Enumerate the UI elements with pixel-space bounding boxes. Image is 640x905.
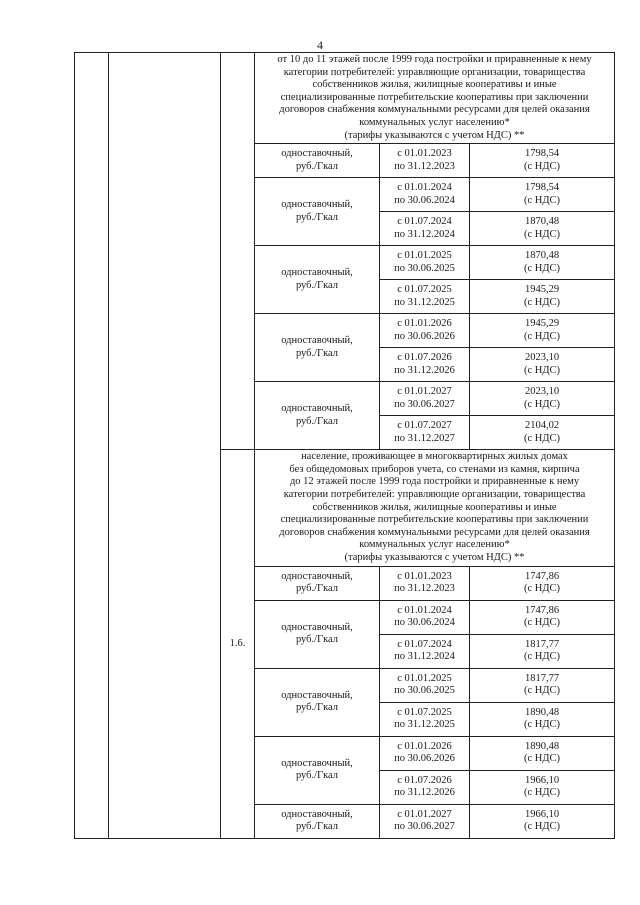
tariff-value [470,348,615,382]
description-line: специализированные потребительские кооперативы при заключении [280,91,589,103]
period-line: по 30.06.2026 [394,330,455,342]
description-line: (тарифы указываются с учетом НДС) ** [344,551,525,563]
tariff-period [380,566,470,600]
description-line: до 12 этажей после 1999 года постройки и приравненные к нему [289,476,580,488]
tariff-value [470,770,615,804]
tariff-period [380,804,470,838]
tariff-unit [255,804,380,838]
tariff-value [470,178,615,212]
value-line: 1817,77 [524,672,560,684]
tariff-period [380,770,470,804]
period-line: по 31.12.2023 [394,583,455,594]
value-line: (с НДС) [523,160,561,172]
period-line: по 31.12.2026 [394,787,455,798]
unit-line: руб./Гкал [295,770,339,781]
period-line: с 01.01.2025 [397,250,452,262]
tariff-value [470,804,615,838]
tariff-value [470,600,615,634]
value-line: (с НДС) [523,228,561,240]
value-line: (с НДС) [523,583,561,594]
value-line: 1890,48 [524,740,560,752]
tariff-period [380,416,470,450]
period-line: с 01.01.2024 [397,182,452,194]
value-line: (с НДС) [523,753,561,764]
section-description [255,450,615,566]
value-line: (с НДС) [523,296,561,308]
tariff-period [380,668,470,702]
period-line: по 31.12.2024 [394,228,455,240]
unit-line: одноставочный, [281,199,353,211]
section-code: 1.6. [221,450,255,838]
unit-line: одноставочный, [281,621,353,633]
description-line: договоров снабжения коммунальными ресурсами для целей оказания [279,104,590,116]
tariff-value [470,314,615,348]
period-line: с 01.01.2023 [397,148,452,160]
section-description-row [75,53,615,144]
tariff-period [380,314,470,348]
tariff-unit [255,246,380,314]
value-line: 1798,54 [524,182,560,194]
tariff-period [380,702,470,736]
value-line: (с НДС) [523,651,561,662]
period-line: по 31.12.2024 [394,651,455,662]
description-line: (тарифы указываются с учетом НДС) ** [344,129,525,141]
row-number-column [75,53,109,839]
value-line: (с НДС) [523,262,561,274]
period-line: с 01.01.2023 [397,570,452,582]
org-name-column [109,53,221,839]
value-line: (с НДС) [523,364,561,376]
description-line: договоров снабжения коммунальными ресурсами для целей оказания [279,526,590,538]
value-line: (с НДС) [523,787,561,798]
tariff-period [380,736,470,770]
value-line: 2023,10 [524,386,560,398]
value-line: (с НДС) [523,432,561,444]
tariff-table-body [75,53,615,839]
period-line: с 01.07.2025 [397,284,452,296]
unit-line: одноставочный, [281,335,353,347]
period-line: с 01.07.2027 [397,420,452,432]
period-line: по 31.12.2026 [394,364,455,376]
period-line: с 01.07.2026 [397,352,452,364]
period-line: с 01.07.2024 [397,638,452,650]
tariff-value [470,144,615,178]
period-line: по 30.06.2027 [394,821,455,832]
unit-line: руб./Гкал [295,583,339,594]
description-line: коммунальных услуг населению* [359,539,510,551]
unit-line: одноставочный, [281,757,353,769]
value-line: 1798,54 [524,148,560,160]
value-line: 1870,48 [524,216,560,228]
unit-line: одноставочный, [281,403,353,415]
period-line: по 31.12.2027 [394,432,455,444]
unit-line: руб./Гкал [295,211,339,223]
tariff-period [380,178,470,212]
tariff-period [380,280,470,314]
unit-line: руб./Гкал [295,279,339,291]
period-line: с 01.01.2025 [397,672,452,684]
unit-line: одноставочный, [281,808,353,820]
period-line: с 01.07.2026 [397,774,452,786]
tariff-unit [255,178,380,246]
tariff-period [380,246,470,280]
tariff-unit [255,144,380,178]
tariff-unit [255,382,380,450]
period-line: с 01.01.2026 [397,318,452,330]
value-line: (с НДС) [523,194,561,206]
unit-line: одноставочный, [281,148,353,160]
value-line: (с НДС) [523,330,561,342]
value-line: (с НДС) [523,719,561,730]
value-line: 1890,48 [524,706,560,718]
value-line: 1870,48 [524,250,560,262]
tariff-table [74,52,615,839]
period-line: с 01.01.2027 [397,386,452,398]
tariff-unit [255,736,380,804]
value-line: 2023,10 [524,352,560,364]
value-line: 1747,86 [524,570,560,582]
tariff-value [470,736,615,770]
description-line: категории потребителей: управляющие организации, товарищества [283,488,586,500]
tariff-value [470,382,615,416]
value-line: (с НДС) [523,821,561,832]
value-line: 1747,86 [524,604,560,616]
tariff-unit [255,566,380,600]
tariff-period [380,382,470,416]
period-line: с 01.07.2024 [397,216,452,228]
tariff-value [470,668,615,702]
value-line: 1817,77 [524,638,560,650]
value-line: (с НДС) [523,398,561,410]
tariff-period [380,600,470,634]
description-line: от 10 до 11 этажей после 1999 года постройки и приравненные к нему [277,54,592,65]
value-line: 2104,02 [524,420,560,432]
page-number: 4 [317,38,323,52]
period-line: по 31.12.2023 [394,160,455,172]
unit-line: руб./Гкал [295,415,339,427]
tariff-period [380,348,470,382]
value-line: 1945,29 [524,284,560,296]
period-line: с 01.01.2026 [397,740,452,752]
tariff-value [470,416,615,450]
description-line: без общедомовых приборов учета, со стенами из камня, кирпича [289,463,580,475]
value-line: (с НДС) [523,617,561,628]
period-line: по 30.06.2027 [394,398,455,410]
tariff-unit [255,668,380,736]
description-line: коммунальных услуг населению* [359,116,510,128]
value-line: 1966,10 [524,808,560,820]
tariff-unit [255,314,380,382]
period-line: по 30.06.2026 [394,753,455,764]
tariff-value [470,246,615,280]
value-line: (с НДС) [523,685,561,696]
tariff-unit [255,600,380,668]
tariff-period [380,634,470,668]
unit-line: руб./Гкал [295,702,339,713]
description-line: собственников жилья, жилищные кооперативы и иные [312,79,557,91]
unit-line: руб./Гкал [295,160,339,172]
description-line: население, проживающее в многоквартирных жилых домах [301,451,568,463]
description-line: категории потребителей: управляющие организации, товарищества [283,66,586,78]
unit-line: руб./Гкал [295,821,339,832]
tariff-value [470,566,615,600]
unit-line: руб./Гкал [295,634,339,645]
unit-line: одноставочный, [281,267,353,279]
tariff-period [380,144,470,178]
tariff-value [470,702,615,736]
period-line: по 30.06.2024 [394,194,455,206]
unit-line: одноставочный, [281,689,353,701]
period-line: по 31.12.2025 [394,719,455,730]
description-line: собственников жилья, жилищные кооперативы и иные [312,501,557,513]
period-line: с 01.07.2025 [397,706,452,718]
unit-line: руб./Гкал [295,347,339,359]
tariff-value [470,212,615,246]
value-line: 1966,10 [524,774,560,786]
period-line: по 31.12.2025 [394,296,455,308]
value-line: 1945,29 [524,318,560,330]
period-line: с 01.01.2027 [397,808,452,820]
tariff-value [470,280,615,314]
period-line: с 01.01.2024 [397,604,452,616]
period-line: по 30.06.2024 [394,617,455,628]
unit-line: одноставочный, [281,570,353,582]
description-line: специализированные потребительские кооперативы при заключении [280,514,589,526]
tariff-value [470,634,615,668]
section-description [255,53,615,144]
tariff-period [380,212,470,246]
section-code [221,53,255,450]
period-line: по 30.06.2025 [394,685,455,696]
period-line: по 30.06.2025 [394,262,455,274]
